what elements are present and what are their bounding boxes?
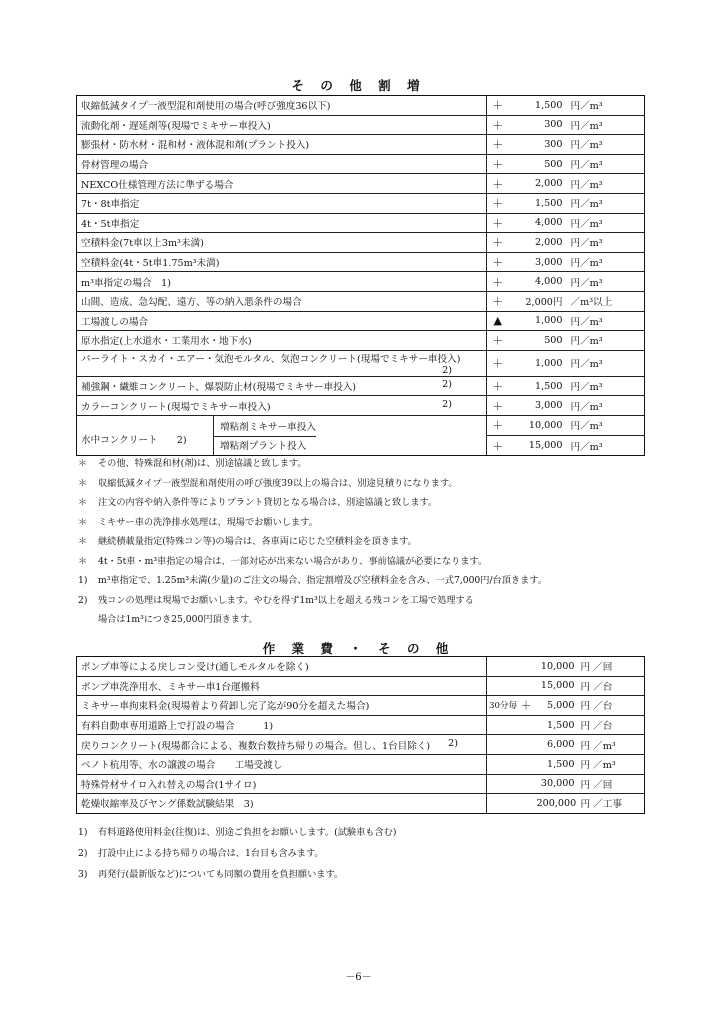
surcharge-description (77, 174, 487, 194)
surcharge-description-text: 骨材管理の場合 (81, 160, 149, 172)
note-text: 有料道路使用料金(往復)は、別途ご負担をお願いします。(試験車も含む) (98, 827, 397, 838)
surcharge-description (77, 233, 487, 253)
surcharge-unit: 円／m³ (571, 350, 645, 376)
surcharge-description (77, 311, 487, 331)
work-fee-amount: 30,000 (533, 774, 581, 794)
surcharge-unit: 円／m³ (571, 272, 645, 292)
surcharge-description-text: 補強鋼・繊維コンクリート、爆裂防止材(現場でミキサー車投入) (81, 382, 357, 394)
work-fee-row (77, 754, 645, 774)
work-fee-description (77, 676, 487, 696)
note-text: 収縮低減タイプ一液型混和剤使用の呼び強度39以上の場合は、別途見積りになります。 (98, 477, 458, 489)
surcharge-row (77, 376, 645, 396)
surcharge-row (77, 154, 645, 174)
note-text: m³車指定で、1.25m³未満(少量)のご注文の場合、指定割増及び空積料金を含み、一式7,000円/台頂きます。 (98, 575, 547, 586)
work-fee-description-text: 有料自動車専用道路上で打設の場合 1) (81, 721, 274, 733)
work-fee-prefix (487, 676, 517, 696)
surcharge-description-text: 山間、造成、急勾配、遠方、等の納入悪条件の場合 (81, 297, 302, 309)
surcharge-row (77, 311, 645, 331)
note-text: 4t・5t車・m³車指定の場合は、一部対応が出来ない場合があり、事前協議が必要になります。 (98, 555, 488, 567)
plus-sign: ＋ (487, 193, 509, 213)
note-line (78, 532, 698, 552)
plus-sign: ＋ (487, 350, 509, 376)
work-fee-unit: 円 ／工事 (581, 794, 645, 814)
plus-sign: ＋ (487, 233, 509, 253)
note-marker: ＊ (78, 477, 88, 489)
work-fee-unit: 円 ／台 (581, 676, 645, 696)
underwater-amount: 10,000 (509, 415, 571, 435)
note-marker: 2) (78, 848, 88, 859)
surcharge-amount: 2,000 (509, 174, 571, 194)
surcharge-amount: 300 (509, 115, 571, 135)
plus-sign: ＋ (487, 213, 509, 233)
section-title-work-fees: 作 業 費 ・ そ の 他 (262, 641, 455, 656)
work-fee-description-text: ベノト杭用等、水の譲渡の場合 工場受渡し (81, 760, 283, 772)
surcharge-unit: 円／m³ (571, 135, 645, 155)
footnote-ref: 2) (448, 737, 458, 749)
work-fee-prefix (487, 657, 517, 677)
surcharge-amount: 1,500 (509, 376, 571, 396)
work-fee-unit: 円 ／台 (581, 715, 645, 735)
surcharge-unit: 円／m³ (571, 311, 645, 331)
plus-sign (517, 676, 533, 696)
plus-sign (517, 774, 533, 794)
work-fee-amount: 1,500 (533, 715, 581, 735)
surcharge-description (77, 252, 487, 272)
note-text: その他、特殊混和材(剤)は、別途協議と致します。 (98, 458, 307, 469)
surcharge-row (77, 135, 645, 155)
surcharge-description (77, 193, 487, 213)
work-fee-description (77, 696, 487, 716)
footnote-ref: 2) (442, 398, 452, 410)
surcharge-unit: 円／m³ (571, 331, 645, 351)
note-marker: 3) (78, 869, 88, 880)
note-line (78, 493, 698, 513)
plus-sign: ＋ (487, 96, 509, 116)
note-line (78, 552, 698, 572)
surcharge-description (77, 350, 487, 376)
work-fee-prefix (487, 754, 517, 774)
note-marker: ＊ (78, 536, 88, 547)
surcharge-description-text: 4t・5t車指定 (81, 218, 140, 230)
work-fee-table (76, 656, 645, 814)
plus-sign (517, 657, 533, 677)
underwater-unit: 円／m³ (571, 415, 645, 435)
surcharge-unit: 円／m³ (571, 96, 645, 116)
surcharge-unit: 円／m³ (571, 115, 645, 135)
surcharge-row (77, 213, 645, 233)
underwater-option: 増粘剤プラント投入 (220, 441, 307, 453)
work-fee-row (77, 715, 645, 735)
surcharge-amount: 2,000 (509, 233, 571, 253)
surcharge-table (76, 95, 645, 456)
surcharge-description-text: パーライト・スカイ・エアー・気泡モルタル、気泡コンクリート(現場でミキサー車投入) (81, 353, 461, 365)
work-fee-row (77, 794, 645, 814)
surcharge-row (77, 233, 645, 253)
footnote-ref: 2) (442, 379, 452, 391)
work-fee-unit: 円 ／回 (581, 774, 645, 794)
surcharge-description (77, 291, 487, 311)
page-number: －6－ (345, 972, 372, 983)
surcharge-amount: 4,000 (509, 272, 571, 292)
surcharge-unit: 円／m³ (571, 376, 645, 396)
discount-triangle-icon: ▲ (487, 311, 509, 331)
surcharge-amount: 1,000 (509, 311, 571, 331)
surcharge-description (77, 272, 487, 292)
work-fee-amount: 200,000 (533, 794, 581, 814)
work-fee-prefix (487, 735, 517, 755)
work-fee-description (77, 754, 487, 774)
surcharge-row (77, 193, 645, 213)
note-line (78, 822, 698, 843)
surcharge-row (77, 331, 645, 351)
note-marker: 2) (78, 594, 88, 606)
work-fee-prefix (487, 794, 517, 814)
surcharge-row (77, 396, 645, 416)
plus-sign (517, 735, 533, 755)
surcharge-unit: 円／m³ (571, 154, 645, 174)
note-line (78, 454, 698, 474)
surcharge-description-text: 収縮低減タイプ一液型混和剤使用の場合(呼び強度36以下) (81, 101, 331, 113)
surcharge-amount: 1,000 (509, 350, 571, 376)
work-fee-unit: 円 ／m³ (581, 754, 645, 774)
underwater-cell (77, 415, 487, 446)
surcharge-description-text: NEXCO仕様管理方法に準ずる場合 (81, 179, 234, 191)
note-marker: 1) (78, 827, 88, 838)
work-fee-row (77, 774, 645, 794)
surcharge-description-text: カラーコンクリート(現場でミキサー車投入) (81, 401, 271, 413)
work-fee-unit: 円 ／回 (581, 657, 645, 677)
note-line (78, 843, 698, 864)
underwater-unit: 円／m³ (571, 436, 645, 456)
plus-sign (517, 754, 533, 774)
surcharge-amount: 300 (509, 135, 571, 155)
note-text: ミキサー車の洗浄排水処理は、現場でお願いします。 (98, 516, 318, 528)
work-fee-unit: 円 ／m³ (581, 735, 645, 755)
underwater-label (77, 416, 214, 446)
surcharge-row (77, 272, 645, 292)
work-fee-description-text: 特殊骨材サイロ入れ替えの場合(1サイロ) (81, 779, 257, 791)
surcharge-description (77, 96, 487, 116)
note-marker: ＊ (78, 555, 88, 567)
work-fee-row (77, 696, 645, 716)
note-line (78, 571, 698, 591)
work-fee-prefix (487, 774, 517, 794)
surcharge-unit: 円／m³ (571, 252, 645, 272)
work-fee-description-text: ポンプ車等による戻しコン受け(通しモルタルを除く) (81, 662, 309, 674)
surcharge-unit: 円／m³ (571, 396, 645, 416)
plus-sign: ＋ (487, 272, 509, 292)
surcharge-unit: 円／m³ (571, 193, 645, 213)
work-fee-prefix: 30分毎 (487, 696, 517, 716)
note-text: 再発行(最新版など)についても同額の費用を負担願います。 (98, 869, 344, 880)
plus-sign: ＋ (487, 436, 509, 456)
plus-sign: ＋ (487, 135, 509, 155)
surcharge-row (77, 291, 645, 311)
work-fee-description (77, 657, 487, 677)
surcharge-amount: 500 (509, 154, 571, 174)
surcharge-row (77, 174, 645, 194)
footnote-ref: 2) (442, 364, 452, 376)
surcharge-description (77, 376, 487, 396)
surcharge-description (77, 331, 487, 351)
work-fee-row (77, 676, 645, 696)
surcharge-description-text: 流動化剤・遅延剤等(現場でミキサー車投入) (81, 120, 271, 132)
note-line (78, 591, 698, 611)
surcharge-notes (78, 454, 698, 630)
surcharge-row (77, 96, 645, 116)
work-fee-description-text: 乾燥収縮率及びヤング係数試験結果 3) (81, 799, 254, 811)
work-fee-description (77, 774, 487, 794)
surcharge-description-text: 7t・8t車指定 (81, 199, 140, 211)
work-fee-amount: 6,000 (533, 735, 581, 755)
work-fee-prefix (487, 715, 517, 735)
surcharge-description (77, 115, 487, 135)
surcharge-amount: 1,500 (509, 193, 571, 213)
surcharge-amount: 4,000 (509, 213, 571, 233)
surcharge-amount: 2,000円 (509, 291, 571, 311)
plus-sign: ＋ (487, 291, 509, 311)
surcharge-description (77, 213, 487, 233)
surcharge-description-text: 原水指定(上水道水・工業用水・地下水) (81, 336, 252, 348)
note-text: 打設中止による持ち帰りの場合は、1台目も含みます。 (98, 848, 324, 859)
work-fee-description (77, 735, 487, 755)
work-fee-row (77, 657, 645, 677)
note-marker: 1) (78, 575, 88, 586)
plus-sign: ＋ (487, 115, 509, 135)
surcharge-amount: 1,500 (509, 96, 571, 116)
note-text: 場合は1m³につき25,000円頂きます。 (98, 614, 258, 625)
plus-sign: ＋ (487, 174, 509, 194)
note-line (78, 610, 698, 630)
work-fee-amount: 15,000 (533, 676, 581, 696)
surcharge-unit: 円／m³ (571, 174, 645, 194)
underwater-option: 増粘剤ミキサー車投入 (214, 416, 316, 437)
surcharge-unit: 円／m³ (571, 233, 645, 253)
work-fee-amount: 10,000 (533, 657, 581, 677)
plus-sign: ＋ (487, 376, 509, 396)
surcharge-description-text: m³車指定の場合 1) (81, 277, 171, 289)
work-fee-description (77, 715, 487, 735)
plus-sign: ＋ (487, 415, 509, 435)
work-fee-description-text: 戻りコンクリート(現場都合による、複数台数持ち帰りの場合。但し、1台目除く) (81, 740, 431, 752)
surcharge-description-text: 膨張材・防水材・混和材・液体混和剤(プラント投入) (81, 140, 310, 152)
work-fee-notes (78, 822, 698, 885)
plus-sign: ＋ (517, 696, 533, 716)
surcharge-description-text: 空積料金(7t車以上3m³未満) (81, 238, 204, 250)
note-marker: ＊ (78, 497, 88, 508)
surcharge-unit: 円／m³ (571, 213, 645, 233)
underwater-amount: 15,000 (509, 436, 571, 456)
work-fee-amount: 5,000 (533, 696, 581, 716)
work-fee-row (77, 735, 645, 755)
surcharge-description-text: 工場渡しの場合 (81, 316, 149, 328)
note-line (78, 864, 698, 885)
underwater-row (77, 415, 645, 435)
plus-sign: ＋ (487, 331, 509, 351)
plus-sign: ＋ (487, 252, 509, 272)
surcharge-row (77, 350, 645, 376)
surcharge-row (77, 252, 645, 272)
surcharge-description (77, 396, 487, 416)
plus-sign (517, 715, 533, 735)
note-line (78, 474, 698, 494)
note-line (78, 513, 698, 533)
note-text: 継続積載量指定(特殊コン等)の場合は、各車両に応じた空積料金を頂きます。 (98, 536, 417, 547)
plus-sign (517, 794, 533, 814)
plus-sign: ＋ (487, 396, 509, 416)
note-text: 残コンの処理は現場でお願いします。やむを得ず1m³以上を超える残コンを工場で処理する (98, 594, 474, 606)
note-marker: ＊ (78, 516, 88, 528)
note-text: 注文の内容や納入条件等によりプラント貸切となる場合は、別途協議と致します。 (98, 497, 438, 508)
surcharge-amount: 3,000 (509, 396, 571, 416)
surcharge-description-text: 空積料金(4t・5t車1.75m³未満) (81, 258, 220, 270)
plus-sign: ＋ (487, 154, 509, 174)
underwater-label-text: 水中コンクリート 2) (81, 434, 187, 446)
surcharge-row (77, 115, 645, 135)
work-fee-amount: 1,500 (533, 754, 581, 774)
note-marker: ＊ (78, 458, 88, 469)
surcharge-amount: 3,000 (509, 252, 571, 272)
surcharge-description (77, 154, 487, 174)
surcharge-amount: 500 (509, 331, 571, 351)
work-fee-description-text: ポンプ車洗浄用水、ミキサー車1台運搬料 (81, 681, 260, 693)
surcharge-description (77, 135, 487, 155)
work-fee-description-text: ミキサー車拘束料金(現場着より荷卸し完了迄が90分を超えた場合) (81, 701, 370, 713)
surcharge-unit: ／m³以上 (571, 291, 645, 311)
section-title-surcharges: そ の 他 割 増 (291, 78, 426, 93)
work-fee-unit: 円 ／台 (581, 696, 645, 716)
work-fee-description (77, 794, 487, 814)
